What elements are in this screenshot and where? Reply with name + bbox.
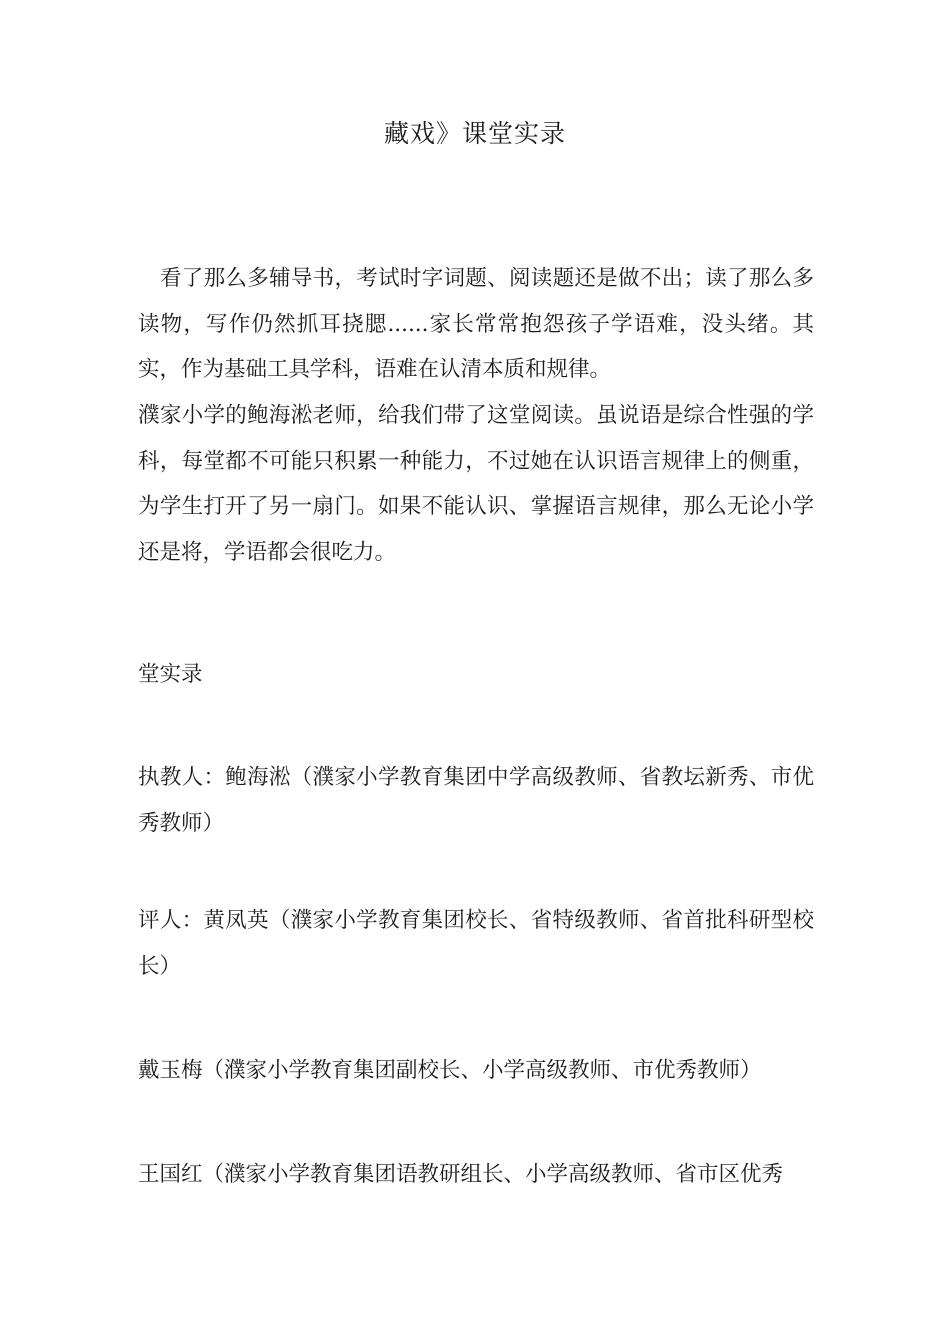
reviewer-info-2: 戴玉梅（濮家小学教育集团副校长、小学高级教师、市优秀教师）	[138, 1058, 762, 1083]
intro-paragraph: 看了那么多辅导书，考试时字词题、阅读题还是做不出；读了那么多读物，写作仍然抓耳挠腮......家长常常抱怨孩子学语难，没头绪。其实，作为基础工具学科，语难在认清本质和规律。	[138, 266, 814, 382]
reviewer-info-1: 评人：黄凤英（濮家小学教育集团校长、省特级教师、省首批科研型校长）	[138, 908, 814, 979]
teacher-info: 执教人：鲍海淞（濮家小学教育集团中学高级教师、省教坛新秀、市优秀教师）	[138, 765, 814, 836]
document-title: 藏戏》课堂实录	[383, 119, 566, 148]
intro-paragraph-2: 濮家小学的鲍海淞老师，给我们带了这堂阅读。虽说语是综合性强的学科，每堂都不可能只积累一种能力，不过她在认识语言规律上的侧重，为学生打开了另一扇门。如果不能认识、掌握语言规律，那么无论小学还是将，学语都会很吃力。	[138, 403, 814, 565]
reviewer-info-3: 王国红（濮家小学教育集团语教研组长、小学高级教师、省市区优秀	[138, 1162, 784, 1187]
section-heading: 堂实录	[138, 662, 203, 687]
